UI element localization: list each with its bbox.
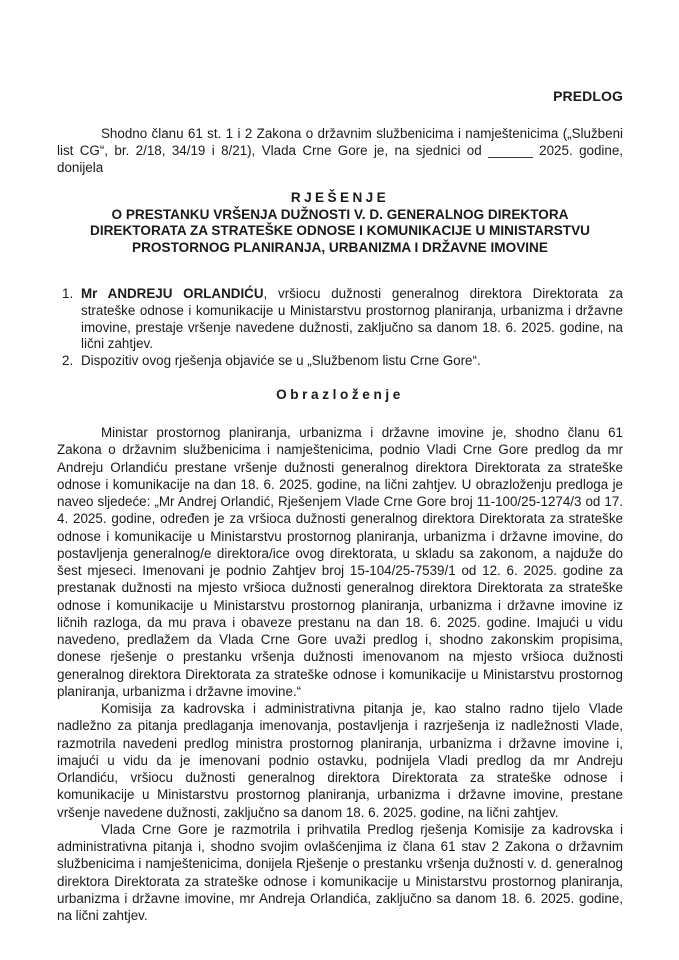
decision-items-list (57, 286, 623, 370)
document-status-label: PREDLOG (553, 88, 623, 104)
explanation-paragraph-2: Komisija za kadrovska i administrativna pitanja je, kao stalno radno tijelo Vlade nadležno za pitanja predlaganja imenovanja, postavljenja i razrješenja iz nadležnosti Vlade, razmotrila navedeni predlog ministra prostornog planiranja, urbanizma i državne imovine i, imajući u vidu da je imenovani podnio ostavku, podnijela Vladi predlog da mr Andreju Orlandiću, vršiocu dužnosti generalnog direktora Direktorata za strateške odnose i komunikacije u Ministarstvu prostornog planiranja, urbanizma i državne imovine, prestane vršenje navedene dužnosti, zaključno sa danom 18. 6. 2025. godine, na lični zahtjev. (57, 701, 623, 820)
explanation-paragraph-3: Vlada Crne Gore je razmotrila i prihvatila Predlog rješenja Komisije za kadrovska i administrativna pitanja i, shodno svojim ovlašćenjima iz člana 61 stav 2 Zakona o državnim službenicima i namještenicima, donijela Rješenje o prestanku vršenja dužnosti v. d. generalnog direktora Direktorata za strateške odnose i komunikacije u Ministarstvu prostornog planiranja, urbanizma i državne imovine, mr Andreja Orlandića, zaključno sa danom 18. 6. 2025. godine, na lični zahtjev. (57, 821, 623, 923)
item-text: , vršiocu dužnosti generalnog direktora Direktorata za strateške odnose i komunikacije u Ministarstvu prostornog planiranja, urbanizma i državne imovine, prestaje vršenje navedene dužnosti, zaključno sa danom 18. 6. 2025. godine, na lični zahtjev. (81, 286, 623, 352)
item-number: 1. (62, 286, 74, 301)
decision-item (57, 353, 623, 370)
explanation-heading: Obrazloženje (276, 387, 404, 402)
decision-title-line-3: PROSTORNOG PLANIRANJA, URBANIZMA I DRŽAVNE IMOVINE (132, 239, 548, 255)
decision-title-line-1: O PRESTANKU VRŠENJA DUŽNOSTI V. D. GENERALNOG DIREKTORA (111, 206, 569, 222)
decision-item (57, 286, 623, 353)
item-bold-name: Mr ANDREJU ORLANDIĆU (81, 286, 264, 301)
decision-title-line-2: DIREKTORATA ZA STRATEŠKE ODNOSE I KOMUNIKACIJE U MINISTARSTVU (90, 223, 590, 238)
intro-paragraph: Shodno članu 61 st. 1 i 2 Zakona o državnim službenicima i namještenicima („Službeni list CG“, br. 2/18, 34/19 i 8/21), Vlada Crne Gore je, na sjednici od ______ 2025. godine, donijela (57, 126, 623, 176)
item-number: 2. (62, 353, 74, 369)
explanation-body (57, 424, 623, 924)
item-text: Dispozitiv ovog rješenja objaviće se u „Službenom listu Crne Gore“. (81, 353, 481, 369)
explanation-paragraph-1: Ministar prostornog planiranja, urbanizma i državne imovine je, shodno članu 61 Zakona o državnim službenicima i namještenicima, podnio Vladi Crne Gore predlog da mr Andreju Orlandiću prestane vršenje dužnosti generalnog direktora Direktorata za strateške odnose i komunikacije na dan 18. 6. 2025. godine, na lični zahtjev. U obrazloženju predloga je naveo sljedeće: „Mr Andrej Orlandić, Rješenjem Vlade Crne Gore broj 11-100/25-1274/3 od 17. 4. 2025. godine, određen je za vršioca dužnosti generalnog direktora Direktorata za strateške odnose i komunikacije u Ministarstvu prostornog planiranja, urbanizma i državne imovine, do postavljenja generalnog/e direktora/ice ovog direktorata, u skladu sa zakonom, a najduže do šest mjeseci. Imenovani je podnio Zahtjev broj 15-104/25-7539/1 od 12. 6. 2025. godine za prestanak dužnosti na mjesto vršioca dužnosti generalnog direktora Direktorata za strateške odnose i komunikacije u Ministarstvu prostornog planiranja, urbanizma i državne imovine iz ličnih razloga, da mu prava i obaveze prestanu na dan 18. 6. 2025. godine. Imajući u vidu navedeno, predlažem da Vlada Crne Gore uvaži predlog i, shodno zakonskim propisima, donese rješenje o prestanku vršenja dužnosti imenovanom na mjesto vršioca dužnosti generalnog direktora Direktorata za strateške odnose i komunikacije u Ministarstvu prostornog planiranja, urbanizma i državne imovine.“ (57, 425, 623, 699)
decision-title-block (57, 190, 623, 256)
decision-heading: RJEŠENJE (290, 190, 390, 205)
